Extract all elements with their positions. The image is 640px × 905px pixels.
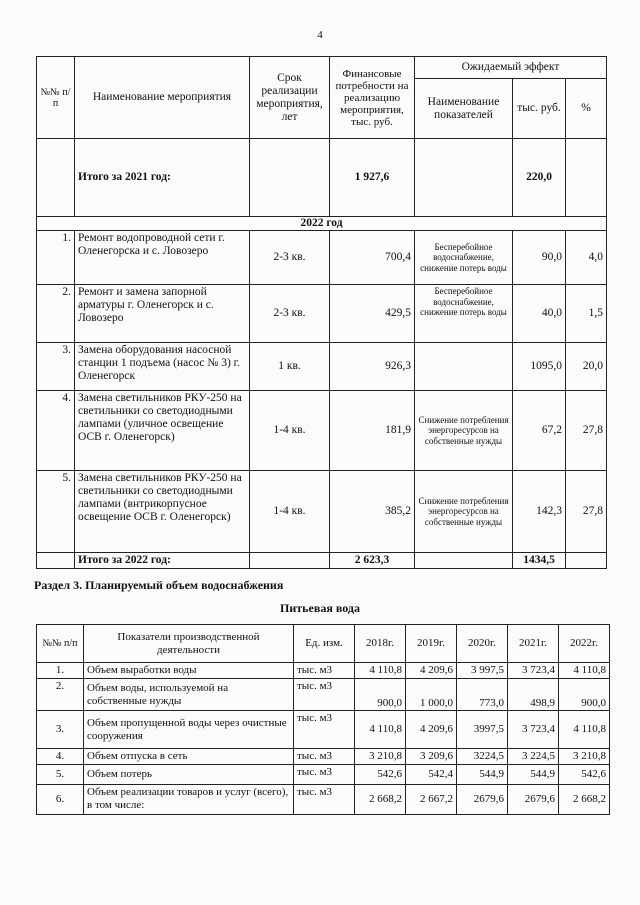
row-num: 3.	[37, 343, 75, 391]
row-num: 1.	[37, 231, 75, 285]
row-num: 5.	[37, 765, 84, 785]
row-num: 5.	[37, 471, 75, 553]
header-name: Показатели производственной деятельности	[84, 625, 294, 663]
header-term: Срок реализации мероприятия, лет	[250, 57, 330, 139]
header-finance: Финансовые потребности на реализацию мероприятия, тыс. руб.	[330, 57, 415, 139]
row-value: 542,6	[559, 765, 610, 785]
row-indicator: Бесперебойное водоснабжение, снижение потерь воды	[415, 231, 513, 285]
row-term: 1 кв.	[250, 343, 330, 391]
row-num: 4.	[37, 391, 75, 471]
row-term: 1-4 кв.	[250, 391, 330, 471]
row-value: 90,0	[513, 231, 566, 285]
header-num: №№ п/п	[37, 57, 75, 139]
header-thousand: тыс. руб.	[513, 79, 566, 139]
row-value: 3 224,5	[508, 749, 559, 765]
row-num: 1.	[37, 663, 84, 679]
row-value: 67,2	[513, 391, 566, 471]
header-year: 2022г.	[559, 625, 610, 663]
row-value: 3224,5	[457, 749, 508, 765]
row-value: 2 668,2	[355, 785, 406, 815]
row-num: 4.	[37, 749, 84, 765]
row-value: 4 110,8	[559, 663, 610, 679]
row-percent: 27,8	[566, 391, 607, 471]
row-indicator	[415, 343, 513, 391]
section-title: Раздел 3. Планируемый объем водоснабжения	[34, 578, 284, 592]
row-percent: 1,5	[566, 285, 607, 343]
row-unit: тыс. м3	[294, 765, 355, 785]
header-year: 2018г.	[355, 625, 406, 663]
row-term: 2-3 кв.	[250, 231, 330, 285]
row-finance: 385,2	[330, 471, 415, 553]
row-value: 544,9	[457, 765, 508, 785]
row-percent: 4,0	[566, 231, 607, 285]
row-percent: 27,8	[566, 471, 607, 553]
table-row	[37, 765, 610, 785]
row-value: 4 209,6	[406, 663, 457, 679]
row-term: 1-4 кв.	[250, 471, 330, 553]
header-percent: %	[566, 79, 607, 139]
row-value: 3 997,5	[457, 663, 508, 679]
row-name: Замена светильников РКУ-250 на светильники со светодиодными лампами (внтрикорпусное освещение ОСВ г. Оленегорск)	[75, 471, 250, 553]
row-value: 1 000,0	[406, 679, 457, 711]
total-2021-label: Итого за 2021 год:	[75, 139, 250, 217]
table-row	[37, 785, 610, 815]
row-value: 4 110,8	[355, 663, 406, 679]
row-name: Объем потерь	[84, 765, 294, 785]
row-value: 3 723,4	[508, 711, 559, 749]
row-indicator: Снижение потребления энергоресурсов на собственные нужды	[415, 391, 513, 471]
measures-table	[36, 56, 607, 569]
row-name: Ремонт и замена запорной арматуры г. Оленегорск и с. Ловозеро	[75, 285, 250, 343]
row-name: Ремонт водопроводной сети г. Оленегорска и с. Ловозеро	[75, 231, 250, 285]
total-2021-effect: 220,0	[513, 139, 566, 217]
total-2022-effect: 1434,5	[513, 553, 566, 569]
header-year: 2021г.	[508, 625, 559, 663]
row-value: 3 210,8	[559, 749, 610, 765]
row-value: 4 110,8	[559, 711, 610, 749]
row-value: 1095,0	[513, 343, 566, 391]
row-unit: тыс. м3	[294, 711, 355, 749]
header-name: Наименование мероприятия	[75, 57, 250, 139]
row-name: Замена светильников РКУ-250 на светильники со светодиодными лампами (уличное освещение ОСВ г. Оленегорск)	[75, 391, 250, 471]
header-effect: Ожидаемый эффект	[415, 57, 607, 79]
row-name: Замена оборудования насосной станции 1 подъема (насос № 3) г. Оленегорск	[75, 343, 250, 391]
row-num: 2.	[37, 679, 84, 711]
row-finance: 926,3	[330, 343, 415, 391]
table-row	[37, 391, 607, 471]
header-year: 2020г.	[457, 625, 508, 663]
row-value: 3 209,6	[406, 749, 457, 765]
table-row	[37, 231, 607, 285]
header-indicators: Наименование показателей	[415, 79, 513, 139]
table-row	[37, 471, 607, 553]
header-year: 2019г.	[406, 625, 457, 663]
page-number: 4	[317, 29, 323, 41]
row-indicator: Бесперебойное водоснабжение, снижение потерь воды	[415, 285, 513, 343]
row-value: 4 209,6	[406, 711, 457, 749]
row-term: 2-3 кв.	[250, 285, 330, 343]
row-value: 773,0	[457, 679, 508, 711]
row-num: 6.	[37, 785, 84, 815]
row-value: 3997,5	[457, 711, 508, 749]
row-value: 498,9	[508, 679, 559, 711]
header-unit: Ед. изм.	[294, 625, 355, 663]
row-unit: тыс. м3	[294, 785, 355, 815]
row-unit: тыс. м3	[294, 663, 355, 679]
row-name: Объем пропущенной воды через очистные сооружения	[84, 711, 294, 749]
row-value: 3 723,4	[508, 663, 559, 679]
row-value: 2 667,2	[406, 785, 457, 815]
row-value: 900,0	[559, 679, 610, 711]
total-2022-label: Итого за 2022 год:	[75, 553, 250, 569]
table-row	[37, 749, 610, 765]
row-value: 542,6	[355, 765, 406, 785]
row-num: 3.	[37, 711, 84, 749]
row-percent: 20,0	[566, 343, 607, 391]
row-finance: 181,9	[330, 391, 415, 471]
row-name: Объем отпуска в сеть	[84, 749, 294, 765]
row-indicator: Снижение потребления энергоресурсов на собственные нужды	[415, 471, 513, 553]
row-name: Объем реализации товаров и услуг (всего), в том числе:	[84, 785, 294, 815]
subsection-title: Питьевая вода	[280, 601, 360, 615]
row-finance: 700,4	[330, 231, 415, 285]
row-value: 2679,6	[508, 785, 559, 815]
row-value: 40,0	[513, 285, 566, 343]
year-2022-heading: 2022 год	[37, 217, 607, 231]
row-value: 3 210,8	[355, 749, 406, 765]
header-num: №№ п/п	[37, 625, 84, 663]
table-row	[37, 343, 607, 391]
total-2021-finance: 1 927,6	[330, 139, 415, 217]
row-name: Объем воды, используемой на собственные нужды	[84, 679, 294, 711]
row-value: 544,9	[508, 765, 559, 785]
row-unit: тыс. м3	[294, 749, 355, 765]
row-finance: 429,5	[330, 285, 415, 343]
total-2022-finance: 2 623,3	[330, 553, 415, 569]
table-row	[37, 663, 610, 679]
table-row	[37, 711, 610, 749]
row-name: Объем выработки воды	[84, 663, 294, 679]
row-value: 2 668,2	[559, 785, 610, 815]
row-value: 542,4	[406, 765, 457, 785]
table-row	[37, 285, 607, 343]
table-row	[37, 679, 610, 711]
water-volume-table	[36, 624, 610, 815]
row-num: 2.	[37, 285, 75, 343]
row-value: 2679,6	[457, 785, 508, 815]
row-value: 142,3	[513, 471, 566, 553]
row-value: 900,0	[355, 679, 406, 711]
row-value: 4 110,8	[355, 711, 406, 749]
row-unit: тыс. м3	[294, 679, 355, 711]
